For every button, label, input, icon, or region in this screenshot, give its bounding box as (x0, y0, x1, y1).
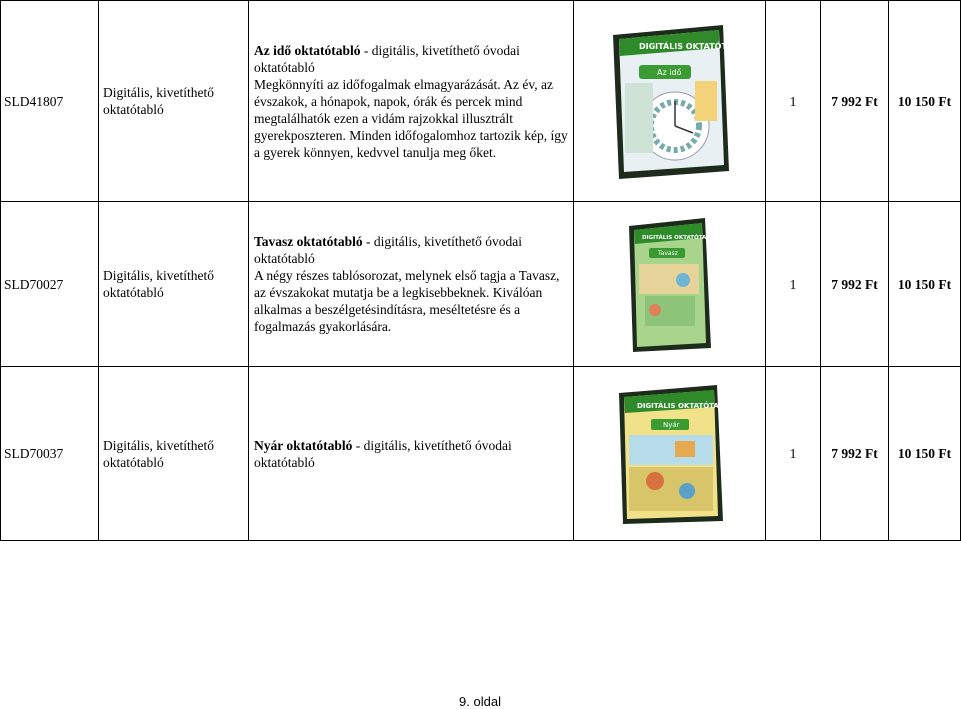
product-description-cell (249, 202, 574, 367)
product-box-image (625, 214, 723, 354)
product-title: Nyár oktatótabló (254, 437, 353, 453)
product-description-cell (249, 1, 574, 202)
table-row (1, 367, 961, 541)
product-gross-price: 10 150 Ft (889, 202, 961, 367)
box-label: Nyár (662, 421, 680, 429)
product-code: SLD70027 (1, 202, 99, 367)
product-title: Tavasz oktatótabló (254, 234, 363, 249)
product-subtitle: - digitális, kivetíthető óvodai oktatótabló (254, 42, 520, 75)
table-row (1, 1, 961, 202)
product-description-cell (249, 367, 574, 541)
product-gross-price: 10 150 Ft (889, 367, 961, 541)
product-quantity: 1 (766, 1, 821, 202)
product-net-price: 7 992 Ft (821, 367, 889, 541)
product-net-price: 7 992 Ft (821, 202, 889, 367)
box-brand: DIGITÁLIS OKTATÓTABLÓK (636, 402, 740, 410)
product-quantity: 1 (766, 202, 821, 367)
product-category: Digitális, kivetíthető oktatótabló (99, 1, 249, 202)
product-description: A négy részes tablósorozat, melynek első tagja a Tavasz, az évszakokat mutatja be a legkisebbeknek. Kiválóan alkalmas a beszélgetésindításra, meséltetésre és a fogalmazás gyakorlására. (254, 268, 560, 334)
product-code: SLD70037 (1, 367, 99, 541)
box-label: Tavasz (657, 250, 678, 257)
product-image-cell (574, 367, 766, 541)
product-quantity: 1 (766, 367, 821, 541)
product-image-cell (574, 202, 766, 367)
product-subtitle: - digitális, kivetíthető óvodai oktatótabló (254, 234, 522, 266)
box-brand: DIGITÁLIS OKTATÓTABLÓK (641, 235, 723, 241)
product-gross-price: 10 150 Ft (889, 1, 961, 202)
page-number: 9. oldal (459, 694, 501, 709)
product-image-cell (574, 1, 766, 202)
table-row (1, 202, 961, 367)
box-brand: DIGITÁLIS OKTATÓTABLÓK (638, 42, 756, 51)
box-label: Az idő (656, 68, 681, 77)
product-code: SLD41807 (1, 1, 99, 202)
product-subtitle: - digitális, kivetíthető óvodai oktatótabló (254, 437, 512, 470)
product-net-price: 7 992 Ft (821, 1, 889, 202)
product-box-image (615, 381, 740, 526)
product-category: Digitális, kivetíthető oktatótabló (99, 367, 249, 541)
product-description: Megkönnyíti az időfogalmak elmagyarázását. Az év, az évszakok, a hónapok, napok, órák és percek mind megtalálhatók ezen a vidám rajzokkal illusztrált gyerekposzteren. Minden időfogalomhoz tartozik kép, így a gyerek könnyen, kedvvel tanulja meg őket. (254, 76, 568, 160)
product-title: Az idő oktatótabló (254, 42, 361, 58)
product-category: Digitális, kivetíthető oktatótabló (99, 202, 249, 367)
product-box-image (605, 21, 756, 181)
